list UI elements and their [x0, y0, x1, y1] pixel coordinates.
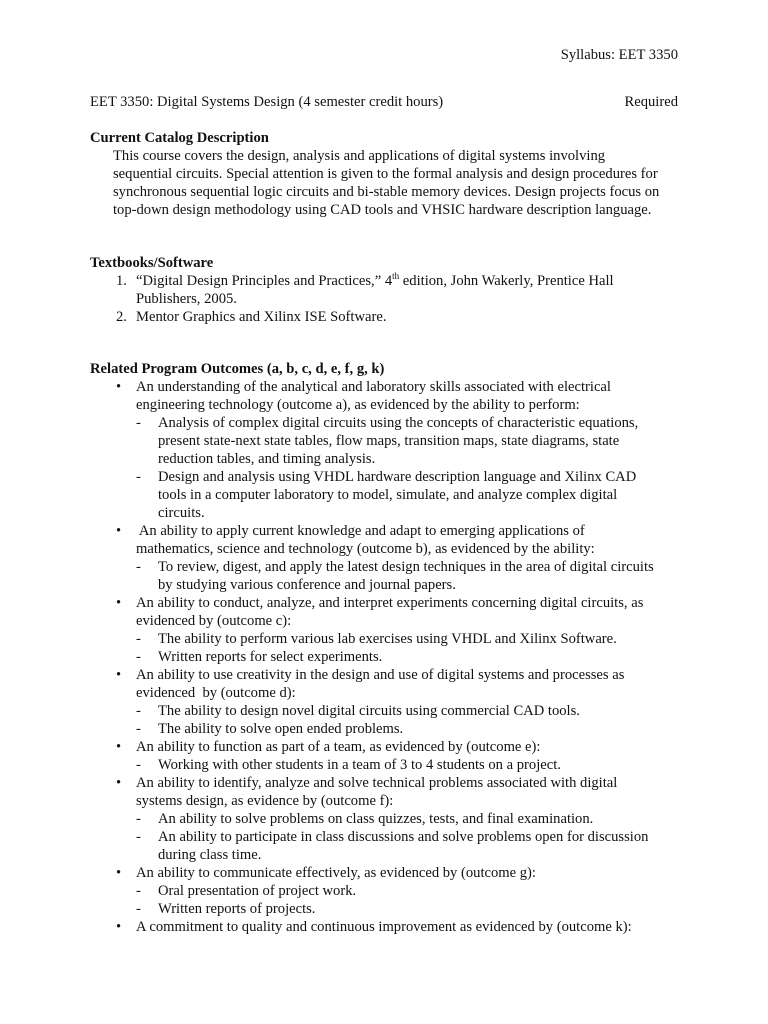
outcome-item: [90, 918, 690, 936]
course-title: EET 3350: Digital Systems Design (4 semester credit hours): [90, 94, 444, 110]
outcomes-list: [90, 378, 690, 936]
outcome-item: [90, 774, 690, 864]
bullet-icon: •: [116, 865, 122, 881]
subitem-line: The ability to design novel digital circuits using commercial CAD tools.: [158, 703, 580, 719]
dash-icon: -: [136, 649, 141, 665]
outcome-line: An ability to conduct, analyze, and interpret experiments concerning digital circuits, as: [136, 595, 644, 611]
textbook-item: [90, 272, 690, 308]
outcome-sublist: [136, 756, 690, 774]
outcome-subitem: [136, 756, 690, 774]
outcome-subitem: [136, 810, 690, 828]
dash-icon: -: [136, 469, 141, 485]
item-number: 1.: [116, 273, 127, 289]
bullet-icon: •: [116, 775, 122, 791]
bullet-icon: •: [116, 919, 122, 935]
course-status: Required: [624, 94, 678, 110]
dash-icon: -: [136, 811, 141, 827]
subitem-line: The ability to solve open ended problems.: [158, 721, 404, 737]
outcome-sublist: [136, 630, 690, 666]
subitem-line: Design and analysis using VHDL hardware description language and Xilinx CAD: [158, 469, 637, 485]
outcome-item: [90, 864, 690, 918]
catalog-line: This course covers the design, analysis and applications of digital systems involving: [113, 148, 606, 164]
outcome-line: An ability to function as part of a team, as evidenced by (outcome e):: [136, 739, 541, 755]
dash-icon: -: [136, 631, 141, 647]
outcome-line: mathematics, science and technology (outcome b), as evidenced by the ability:: [136, 541, 595, 557]
outcome-sublist: [136, 414, 690, 522]
subitem-line: Written reports of projects.: [158, 901, 316, 917]
textbooks-heading: Textbooks/Software: [90, 255, 214, 271]
outcome-subitem: [136, 630, 690, 648]
subitem-line: Oral presentation of project work.: [158, 883, 357, 899]
dash-icon: -: [136, 883, 141, 899]
textbook-line: [136, 272, 690, 290]
outcome-subitem: [136, 702, 690, 720]
outcome-subitem: [136, 558, 690, 594]
outcomes-section: [90, 360, 690, 936]
outcome-item: [90, 522, 690, 594]
outcome-line: systems design, as evidence by (outcome f):: [136, 793, 394, 809]
outcome-sublist: [136, 558, 690, 594]
dash-icon: -: [136, 703, 141, 719]
textbooks-section: [90, 254, 690, 326]
outcome-line: An ability to apply current knowledge and adapt to emerging applications of: [136, 523, 585, 539]
subitem-line: The ability to perform various lab exercises using VHDL and Xilinx Software.: [158, 631, 617, 647]
outcome-line: An ability to use creativity in the design and use of digital systems and processes as: [136, 667, 625, 683]
bullet-icon: •: [116, 379, 122, 395]
subitem-line: during class time.: [158, 847, 262, 863]
outcome-sublist: [136, 702, 690, 738]
catalog-line: sequential circuits. Special attention is given to the formal analysis and design procedures for: [113, 166, 658, 182]
subitem-line: Working with other students in a team of 3 to 4 students on a project.: [158, 757, 561, 773]
subitem-line: Analysis of complex digital circuits using the concepts of characteristic equations,: [158, 415, 639, 431]
syllabus-header: Syllabus: EET 3350: [560, 47, 678, 63]
outcome-item: [90, 378, 690, 522]
outcomes-heading: Related Program Outcomes (a, b, c, d, e, f, g, k): [90, 361, 385, 377]
bullet-icon: •: [116, 595, 122, 611]
outcome-line: evidenced by (outcome c):: [136, 613, 292, 629]
dash-icon: -: [136, 757, 141, 773]
outcome-line: An ability to communicate effectively, as evidenced by (outcome g):: [136, 865, 536, 881]
textbook-line: Publishers, 2005.: [136, 291, 237, 307]
dash-icon: -: [136, 559, 141, 575]
outcome-subitem: [136, 648, 690, 666]
textbook-text: edition, John Wakerly, Prentice Hall: [399, 273, 614, 289]
catalog-line: synchronous sequential logic circuits and bi-stable memory devices. Design projects focus on: [113, 184, 660, 200]
outcome-line: An understanding of the analytical and laboratory skills associated with electrical: [136, 379, 611, 395]
outcome-item: [90, 666, 690, 738]
bullet-icon: •: [116, 523, 122, 539]
outcome-item: [90, 594, 690, 666]
subitem-line: tools in a computer laboratory to model, simulate, and analyze complex digital: [158, 487, 618, 503]
outcome-sublist: [136, 810, 690, 864]
course-title-line: [90, 93, 678, 111]
subitem-line: An ability to solve problems on class quizzes, tests, and final examination.: [158, 811, 594, 827]
catalog-heading: Current Catalog Description: [90, 130, 269, 146]
outcome-subitem: [136, 720, 690, 738]
textbook-item: [90, 308, 690, 326]
subitem-line: reduction tables, and timing analysis.: [158, 451, 376, 467]
textbook-line: Mentor Graphics and Xilinx ISE Software.: [136, 309, 387, 325]
outcome-subitem: [136, 882, 690, 900]
bullet-icon: •: [116, 739, 122, 755]
catalog-section: [90, 129, 690, 219]
dash-icon: -: [136, 721, 141, 737]
subitem-line: circuits.: [158, 505, 205, 521]
subitem-line: Written reports for select experiments.: [158, 649, 383, 665]
outcome-line: An ability to identify, analyze and solve technical problems associated with digital: [136, 775, 618, 791]
subitem-line: To review, digest, and apply the latest design techniques in the area of digital circuits: [158, 559, 654, 575]
edition-suffix: th: [392, 271, 400, 282]
textbooks-list: [90, 272, 690, 326]
outcome-line: evidenced by (outcome d):: [136, 685, 296, 701]
outcome-line: engineering technology (outcome a), as evidenced by the ability to perform:: [136, 397, 580, 413]
outcome-subitem: [136, 468, 690, 522]
outcome-line: A commitment to quality and continuous improvement as evidenced by (outcome k):: [136, 919, 632, 935]
outcome-subitem: [136, 414, 690, 468]
dash-icon: -: [136, 829, 141, 845]
subitem-line: An ability to participate in class discussions and solve problems open for discussion: [158, 829, 649, 845]
outcome-subitem: [136, 900, 690, 918]
subitem-line: by studying various conference and journal papers.: [158, 577, 456, 593]
subitem-line: present state-next state tables, flow maps, transition maps, state diagrams, state: [158, 433, 620, 449]
item-number: 2.: [116, 309, 127, 325]
dash-icon: -: [136, 415, 141, 431]
catalog-line: top-down design methodology using CAD tools and VHSIC hardware description language.: [113, 202, 652, 218]
dash-icon: -: [136, 901, 141, 917]
outcome-sublist: [136, 882, 690, 918]
bullet-icon: •: [116, 667, 122, 683]
textbook-text: “Digital Design Principles and Practices,” 4: [136, 273, 393, 289]
catalog-description: [90, 147, 690, 219]
outcome-item: [90, 738, 690, 774]
outcome-subitem: [136, 828, 690, 864]
